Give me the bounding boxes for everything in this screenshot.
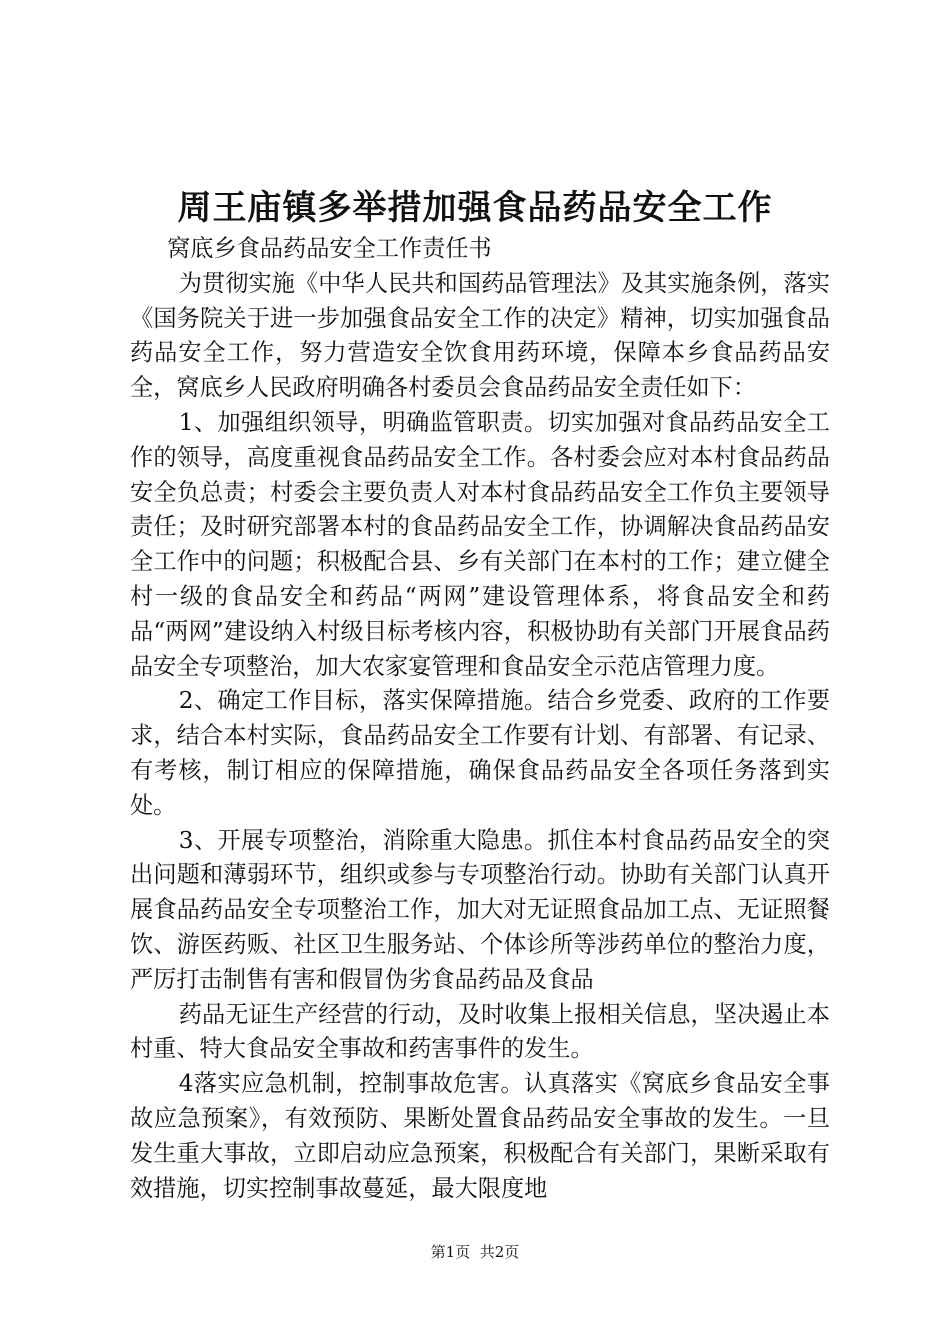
paragraph-item-4: 4落实应急机制，控制事故危害。认真落实《窝底乡食品安全事故应急预案》，有效预防、果断处置食品药品安全事故的发生。一旦发生重大事故，立即启动应急预案，积极配合有关部门，果断采取有效措施，切实控制事故蔓延，最大限度地 [130, 1070, 830, 1202]
document-body [130, 232, 830, 1206]
document-subtitle: 窝底乡食品药品安全工作责任书 [167, 235, 492, 262]
document-title: 周王庙镇多举措加强食品药品安全工作 [177, 188, 773, 228]
page-footer [0, 1240, 950, 1264]
page-number: 第1页 [430, 1243, 471, 1261]
page-total: 共2页 [479, 1243, 520, 1261]
paragraph-item-2: 2、确定工作目标，落实保障措施。结合乡党委、政府的工作要求，结合本村实际，食品药品安全工作要有计划、有部署、有记录、有考核，制订相应的保障措施，确保食品药品安全各项任务落到实处。 [130, 687, 830, 819]
paragraph-intro: 为贯彻实施《中华人民共和国药品管理法》及其实施条例，落实《国务院关于进一步加强食品安全工作的决定》精神，切实加强食品药品安全工作，努力营造安全饮食用药环境，保障本乡食品药品安全，窝底乡人民政府明确各村委员会食品药品安全责任如下： [130, 269, 830, 402]
paragraph-item-3: 3、开展专项整治，消除重大隐患。抓住本村食品药品安全的突出问题和薄弱环节，组织或参与专项整治行动。协助有关部门认真开展食品药品安全专项整治工作，加大对无证照食品加工点、无证照餐饮、游医药贩、社区卫生服务站、个体诊所等涉药单位的整治力度，严厉打击制售有害和假冒伪劣食品药品及食品 [130, 826, 830, 993]
paragraph-item-1: 1、加强组织领导，明确监管职责。切实加强对食品药品安全工作的领导，高度重视食品药品安全工作。各村委会应对本村食品药品安全负总责；村委会主要负责人对本村食品药品安全工作负主要领导责任；及时研究部署本村的食品药品安全工作，协调解决食品药品安全工作中的问题；积极配合县、乡有关部门在本村的工作；建立健全村一级的食品安全和药品“两网”建设管理体系，将食品安全和药品“两网”建设纳入村级目标考核内容，积极协助有关部门开展食品药品安全专项整治，加大农家宴管理和食品安全示范店管理力度。 [130, 408, 830, 680]
paragraph-item-3-continued: 药品无证生产经营的行动，及时收集上报相关信息，坚决遏止本村重、特大食品安全事故和药害事件的发生。 [130, 1000, 830, 1063]
